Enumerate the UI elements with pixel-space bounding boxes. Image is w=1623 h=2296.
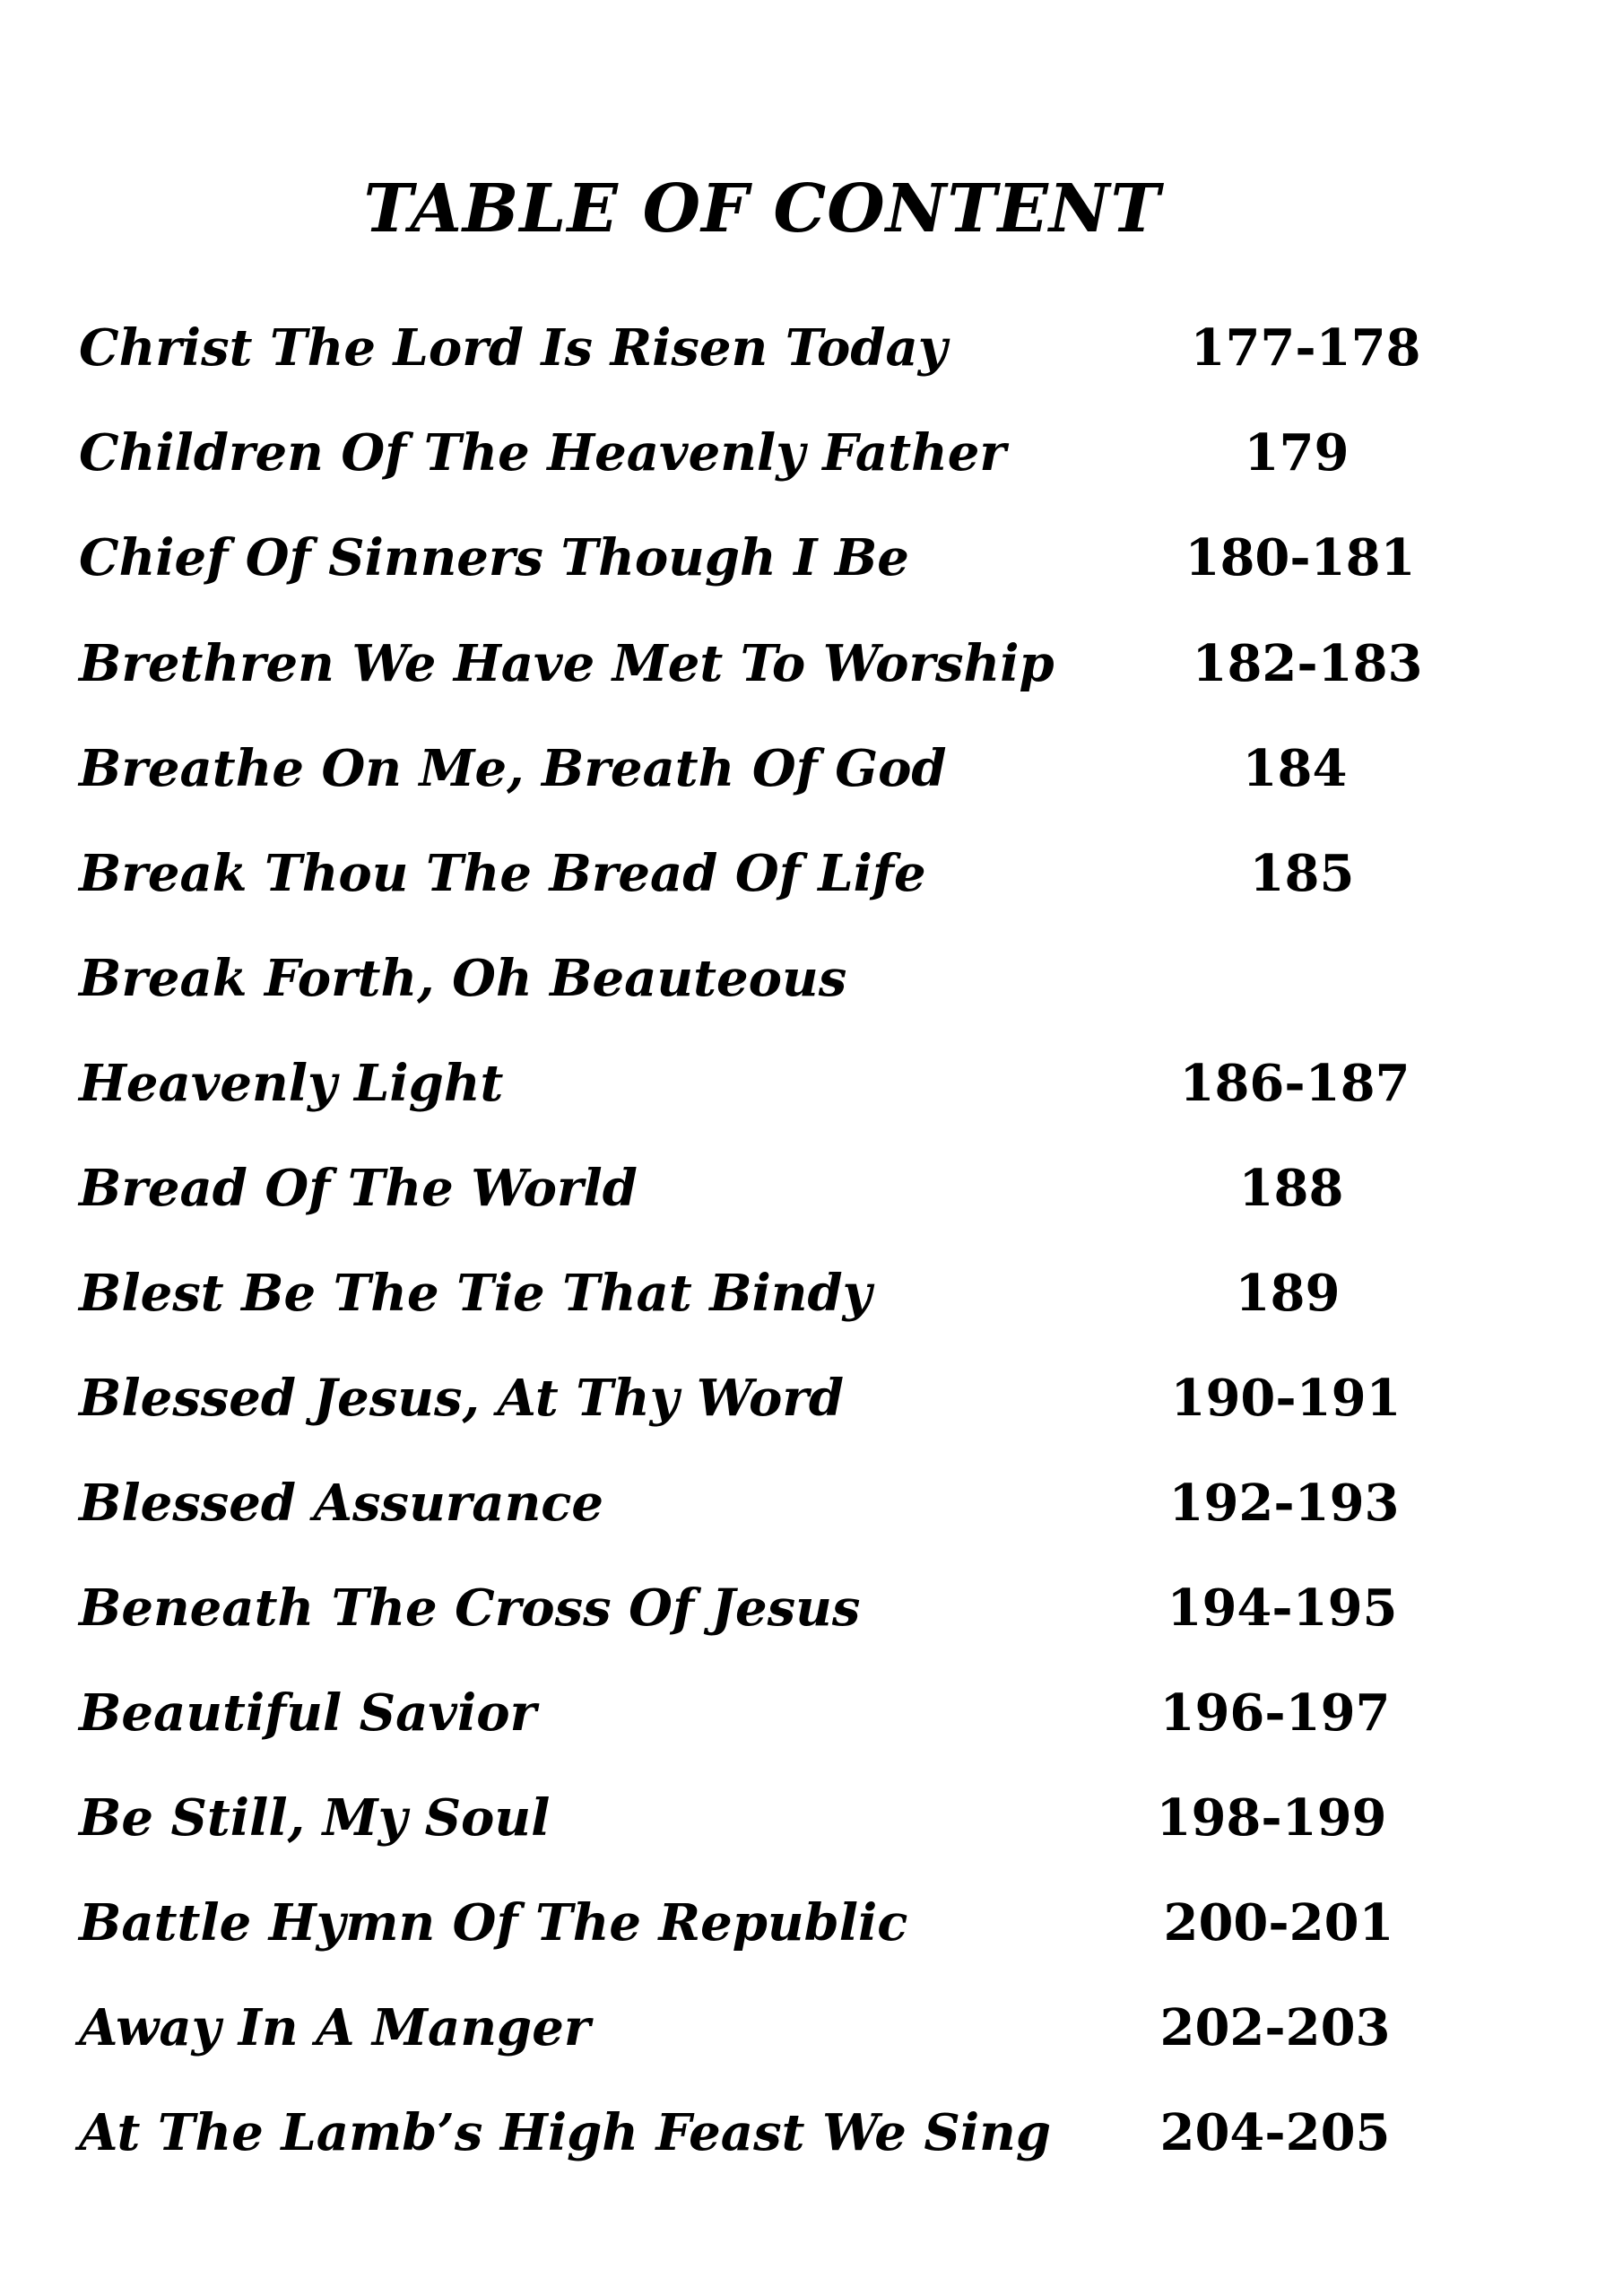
toc-entry-pages: 186-187	[1179, 1054, 1410, 1113]
toc-entry-pages: 202-203	[1159, 1998, 1391, 2057]
toc-entry-pages: 194-195	[1167, 1578, 1398, 1638]
toc-entry-pages	[1182, 934, 1415, 1023]
toc-entry-title: Brethren We Have Met To Worship	[79, 634, 1055, 693]
toc-entry	[79, 2088, 1478, 2178]
toc-entry-title: Breathe On Me, Breath Of God	[79, 739, 947, 798]
toc-entry-title: Christ The Lord Is Risen Today	[79, 318, 948, 378]
toc-entry-title: Blest Be The Tie That Bindy	[79, 1264, 872, 1323]
toc-entry	[79, 934, 1478, 1023]
toc-entry-pages: 180-181	[1185, 528, 1416, 587]
toc-entry	[79, 1353, 1478, 1443]
toc-entry	[79, 1248, 1478, 1338]
toc-entry-title: Beautiful Savior	[79, 1683, 537, 1743]
toc-entry	[79, 1039, 1478, 1128]
toc-entry-title: Blessed Jesus, At Thy Word	[79, 1369, 845, 1428]
toc-entry-pages: 179	[1244, 423, 1350, 483]
toc-entry	[79, 829, 1478, 918]
toc-entry-pages: 177-178	[1190, 318, 1421, 378]
toc-entry-title: Chief Of Sinners Though I Be	[79, 528, 909, 587]
toc-entry-pages: 204-205	[1159, 2103, 1391, 2162]
toc-entry	[79, 1773, 1478, 1863]
toc-entry	[79, 1878, 1478, 1968]
toc-entry-title: Children Of The Heavenly Father	[79, 423, 1006, 483]
toc-entry-pages: 190-191	[1170, 1369, 1402, 1428]
toc-entry-pages: 200-201	[1163, 1893, 1394, 1952]
toc-entry-title: Break Thou The Bread Of Life	[79, 844, 926, 903]
toc-entry	[79, 1563, 1478, 1653]
toc-entry	[79, 408, 1478, 498]
toc-entry-pages: 188	[1238, 1159, 1344, 1218]
toc-entry-title: Be Still, My Soul	[79, 1788, 551, 1848]
toc-entry-title: Away In A Manger	[79, 1998, 591, 2057]
toc-entry	[79, 1144, 1478, 1233]
toc-entry-pages: 184	[1242, 739, 1348, 798]
toc-entry-pages: 198-199	[1156, 1788, 1387, 1848]
toc-entry-pages: 192-193	[1168, 1474, 1400, 1533]
toc-entry	[79, 1983, 1478, 2073]
toc-entry	[79, 303, 1478, 393]
toc-entry-title: Beneath The Cross Of Jesus	[79, 1578, 861, 1638]
toc-entry	[79, 513, 1478, 603]
toc-entry-title: Heavenly Light	[79, 1054, 504, 1113]
page-title: TABLE OF CONTENT	[363, 170, 1161, 248]
toc-entry	[79, 724, 1478, 813]
toc-entry	[79, 619, 1478, 709]
toc-entry-pages: 196-197	[1159, 1683, 1391, 1743]
toc-entry-title: Blessed Assurance	[79, 1474, 604, 1533]
toc-entry-pages: 185	[1249, 844, 1355, 903]
toc-entry-title: Battle Hymn Of The Republic	[79, 1893, 908, 1952]
toc-entry-pages: 189	[1235, 1264, 1341, 1323]
toc-entry-title: Break Forth, Oh Beauteous	[79, 949, 847, 1008]
toc-entry-pages: 182-183	[1192, 634, 1423, 693]
toc-entry-title: At The Lamb’s High Feast We Sing	[79, 2103, 1052, 2162]
toc-entry	[79, 1668, 1478, 1758]
toc-entry	[79, 1458, 1478, 1548]
toc-entry-title: Bread Of The World	[79, 1159, 638, 1218]
